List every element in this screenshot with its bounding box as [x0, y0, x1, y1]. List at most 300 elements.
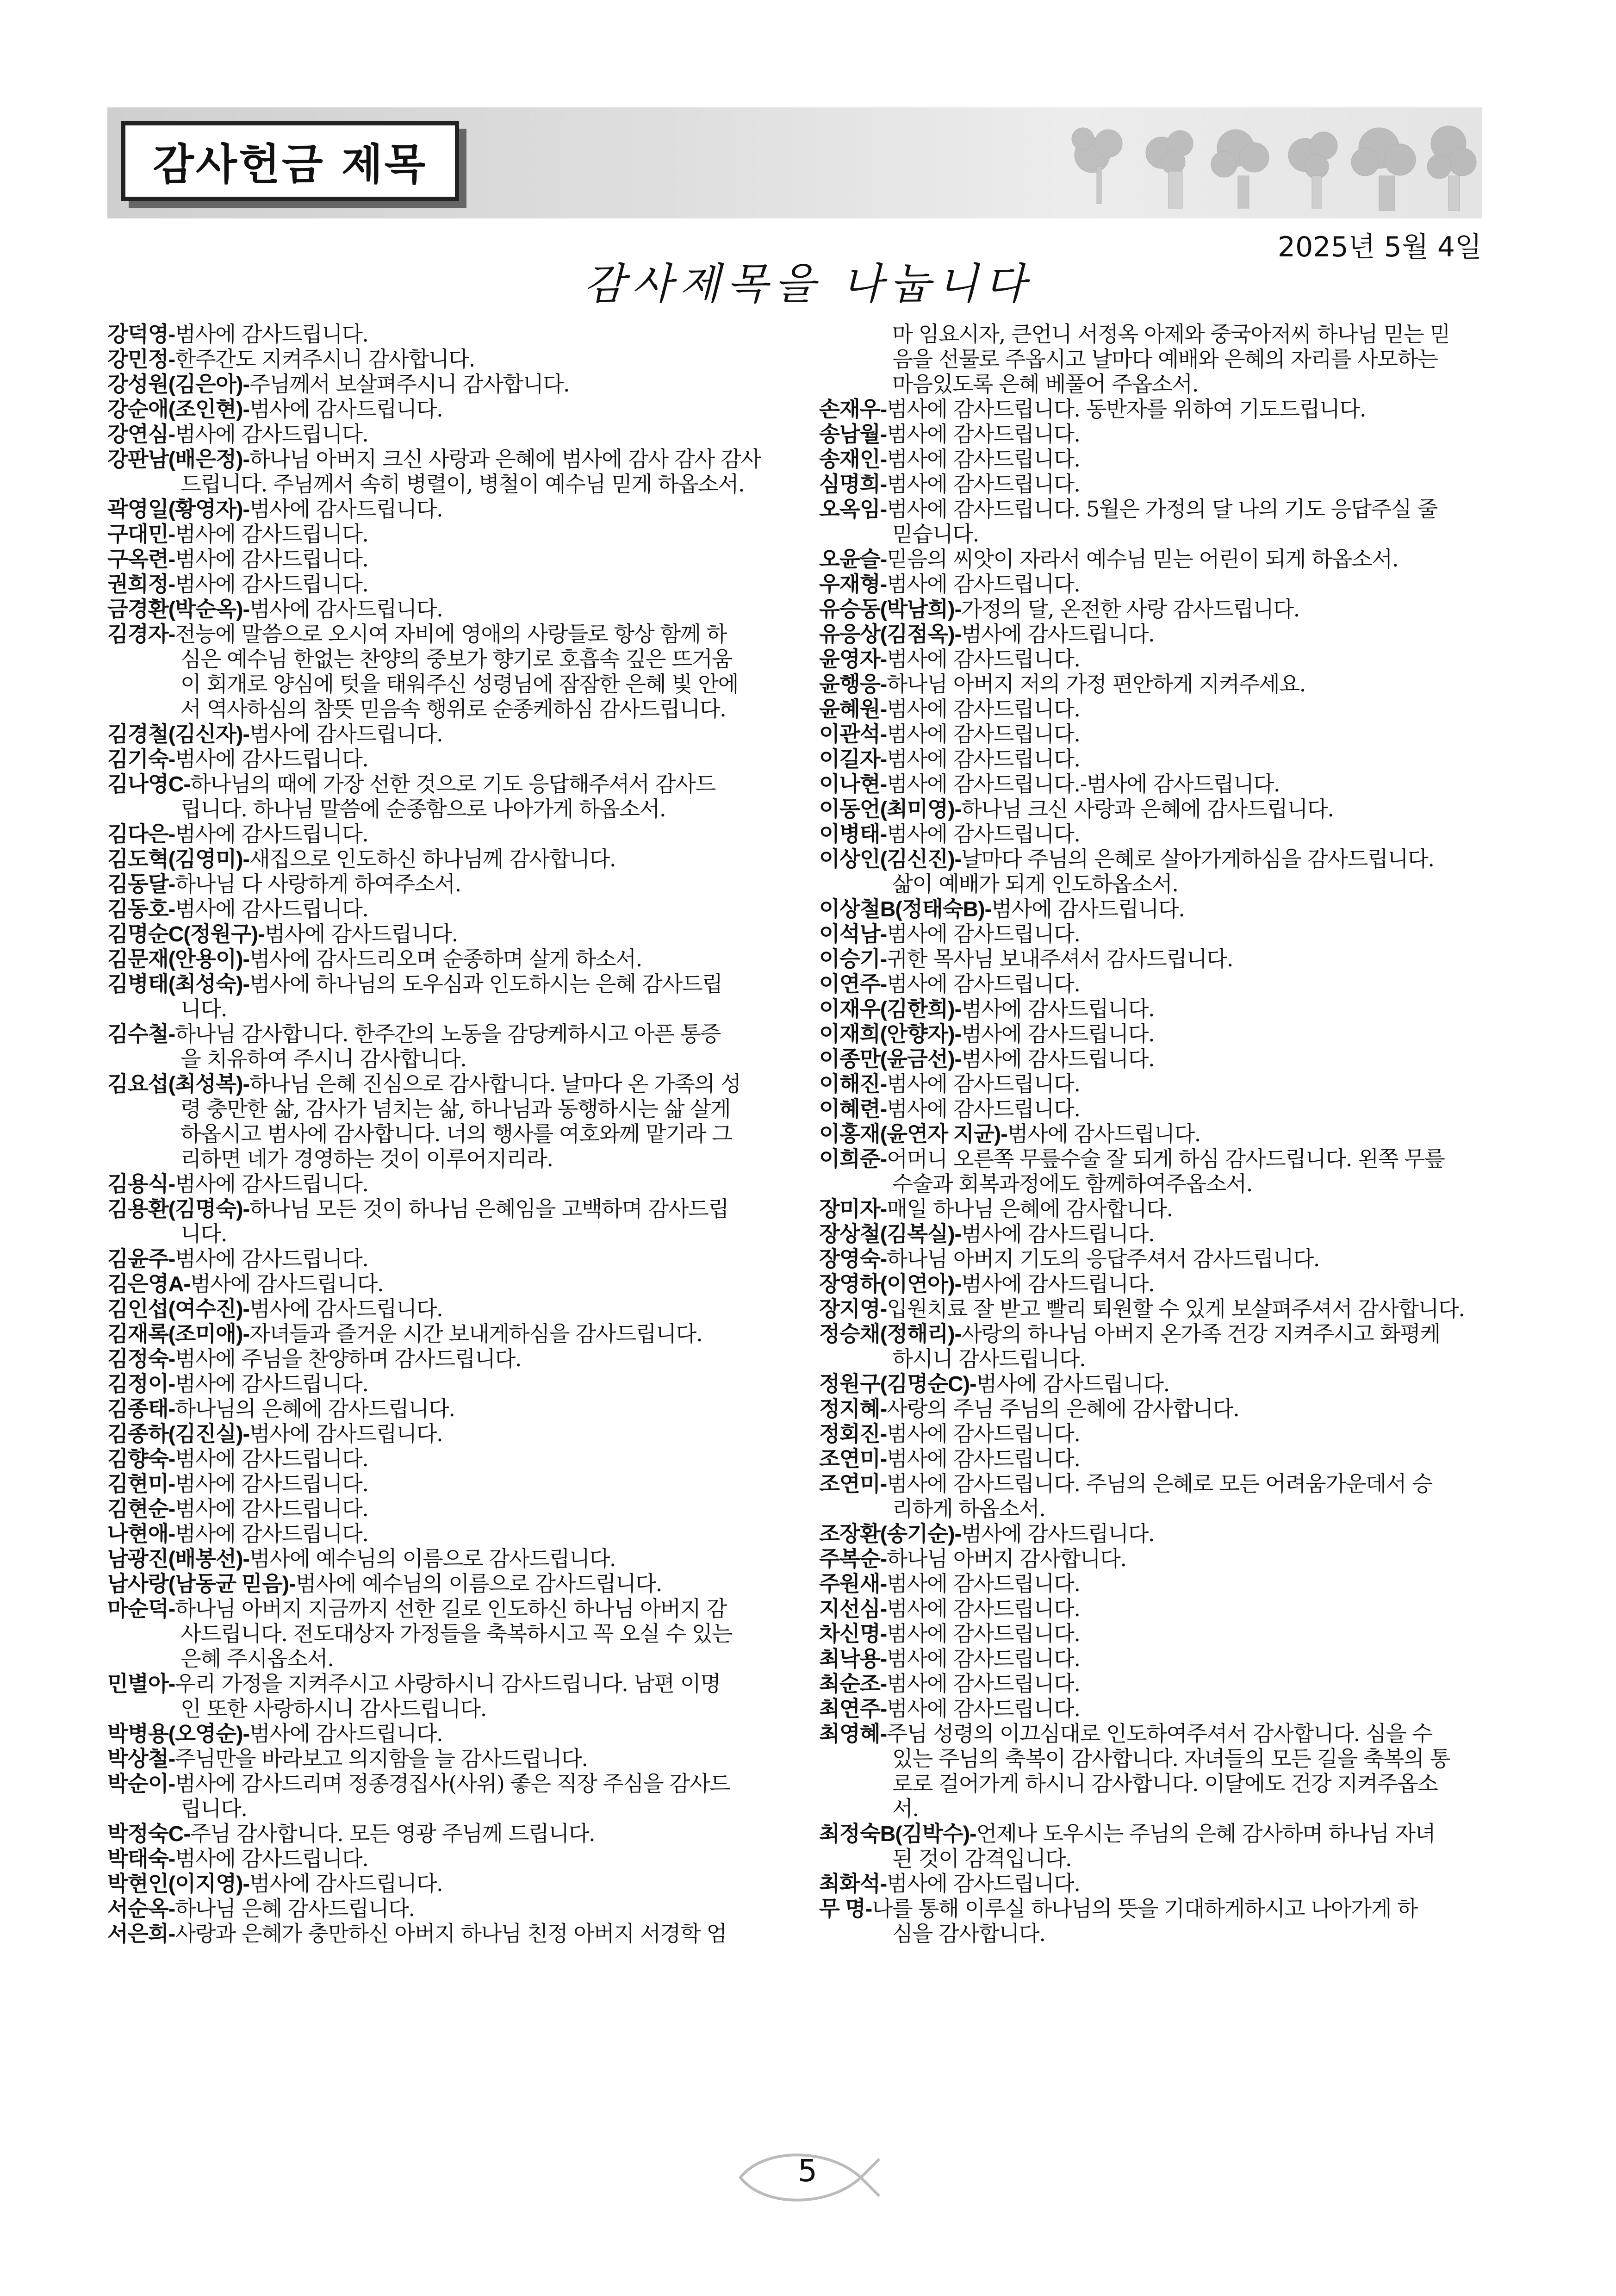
donor-name: 장미자- — [819, 1197, 887, 1221]
donor-name: 남사랑(남동균 믿음)- — [107, 1572, 296, 1596]
prayer-text: 주님만을 바라보고 의지함을 늘 감사드립니다. — [175, 1746, 588, 1771]
offering-entry — [107, 971, 788, 996]
offering-entry — [819, 946, 1499, 971]
prayer-text: 범사에 감사드립니다. — [175, 1496, 368, 1521]
prayer-text: 범사에 감사드립니다. — [887, 1696, 1080, 1721]
donor-name: 이재희(안향자)- — [819, 1022, 961, 1046]
donor-name: 이석남- — [819, 922, 887, 946]
offering-entry — [107, 1871, 788, 1896]
prayer-text-continued: 심을 감사합니다. — [892, 1921, 1045, 1946]
prayer-text: 범사에 감사드립니다. — [249, 1421, 443, 1446]
prayer-text: 범사에 감사드립니다. 5월은 가정의 달 나의 기도 응답주실 줄 — [887, 497, 1437, 522]
donor-name: 최정숙B(김박수)- — [819, 1822, 976, 1846]
prayer-text: 범사에 감사드립니다. — [961, 1021, 1155, 1046]
offering-entry — [819, 497, 1499, 522]
donor-name: 강순애(조인현)- — [107, 397, 249, 421]
prayer-text: 범사에 감사드립니다. — [175, 1246, 368, 1271]
page-subtitle: 감사제목을 나눕니다 — [584, 259, 1032, 309]
offering-entry — [107, 1021, 788, 1046]
offering-entry — [107, 1071, 788, 1096]
prayer-text: 범사에 감사드립니다. — [1007, 1121, 1201, 1146]
prayer-text: 새집으로 인도하신 하나님께 감사합니다. — [249, 846, 616, 871]
offering-entry — [107, 722, 788, 747]
offering-entry — [107, 1571, 788, 1596]
prayer-text: 범사에 감사드립니다. — [887, 821, 1080, 846]
prayer-text: 날마다 주님의 은혜로 살아가게하심을 감사드립니다. — [961, 846, 1434, 871]
prayer-text: 하나님 크신 사랑과 은혜에 감사드립니다. — [961, 796, 1334, 821]
donor-name: 조연미- — [819, 1447, 887, 1471]
offering-entry — [107, 1246, 788, 1271]
donor-name: 오윤슬- — [819, 547, 887, 571]
offering-entry — [107, 1446, 788, 1471]
offering-entry — [819, 472, 1499, 497]
donor-name: 김종하(김진실)- — [107, 1422, 249, 1446]
donor-name: 김동달- — [107, 872, 175, 896]
prayer-text: 범사에 감사드립니다. — [887, 447, 1080, 472]
offering-entry — [819, 1721, 1499, 1746]
offering-entry — [107, 1596, 788, 1621]
donor-name: 이승기- — [819, 947, 887, 971]
prayer-text: 하나님의 은혜에 감사드립니다. — [175, 1396, 455, 1421]
prayer-text: 범사에 감사드립니다. — [887, 722, 1080, 747]
issue-date: 2025년 5월 4일 — [1277, 231, 1482, 263]
prayer-text: 범사에 감사드립니다. — [887, 697, 1080, 722]
prayer-text: 범사에 감사드립니다. — [887, 647, 1080, 672]
donor-name: 조장환(송기순)- — [819, 1522, 961, 1546]
donor-name: 윤혜원- — [819, 697, 887, 721]
donor-name: 김다은- — [107, 822, 175, 846]
donor-name: 서은희- — [107, 1922, 175, 1946]
donor-name: 주원새- — [819, 1572, 887, 1596]
donor-name: 김은영A- — [107, 1272, 190, 1296]
donor-name: 김경자- — [107, 622, 175, 646]
offering-entry — [107, 1821, 788, 1846]
offering-entry — [819, 1071, 1499, 1096]
offering-entry — [107, 422, 788, 447]
offering-entry — [107, 1846, 788, 1871]
donor-name: 김용환(김명숙)- — [107, 1197, 249, 1221]
prayer-text: 하나님 감사합니다. 한주간의 노동을 감당케하시고 아픈 통증 — [175, 1021, 721, 1046]
donor-name: 최낙용- — [819, 1647, 887, 1671]
offering-entry — [819, 772, 1499, 796]
offering-entry — [107, 397, 788, 422]
offering-entry — [107, 1371, 788, 1396]
offering-entry — [819, 722, 1499, 747]
prayer-text: 사랑의 주님 주님의 은혜에 감사합니다. — [887, 1396, 1239, 1421]
prayer-text: 하나님 아버지 기도의 응답주셔서 감사드립니다. — [887, 1246, 1320, 1271]
donor-name: 최연주- — [819, 1697, 887, 1721]
prayer-text: 범사에 감사드립니다. — [887, 1446, 1080, 1471]
prayer-text: 사랑과 은혜가 충만하신 아버지 하나님 친정 아버지 서경학 엄 — [175, 1921, 727, 1946]
prayer-text: 하나님의 때에 가장 선한 것으로 기도 응답해주셔서 감사드 — [190, 772, 715, 796]
offering-entry — [107, 1421, 788, 1446]
donor-name: 김기숙- — [107, 747, 175, 771]
prayer-text: 범사에 감사드립니다. — [961, 1271, 1155, 1296]
donor-name: 정지혜- — [819, 1397, 887, 1421]
offering-entry — [819, 597, 1499, 622]
prayer-text: 범사에 감사드립니다. — [961, 996, 1155, 1021]
donor-name: 심명희- — [819, 472, 887, 496]
offering-entry — [819, 1321, 1499, 1346]
donor-name: 김동호- — [107, 897, 175, 921]
offering-entry — [107, 572, 788, 597]
prayer-text-continued: 수술과 회복과정에도 함께하여주옵소서. — [892, 1171, 1252, 1196]
prayer-text-continued: 은혜 주시옵소서. — [180, 1646, 334, 1671]
donor-name: 이재우(김한희)- — [819, 997, 961, 1021]
prayer-text: 범사에 감사드립니다. — [991, 896, 1185, 921]
offering-entry — [107, 1921, 788, 1946]
prayer-text: 범사에 감사드립니다. — [264, 921, 458, 946]
donor-name: 이희준- — [819, 1147, 887, 1171]
offering-entry — [107, 1396, 788, 1421]
offering-entry — [819, 821, 1499, 846]
prayer-text: 범사에 감사드립니다. — [175, 747, 368, 772]
offering-entry — [107, 547, 788, 572]
donor-name: 김나영C- — [107, 772, 190, 796]
offering-entry — [107, 871, 788, 896]
prayer-text: 범사에 감사드립니다. — [887, 422, 1080, 447]
prayer-text: 하나님 아버지 크신 사랑과 은혜에 범사에 감사 감사 감사 — [249, 447, 761, 472]
donor-name: 김문재(안용이)- — [107, 947, 249, 971]
prayer-text: 언제나 도우시는 주님의 은혜 감사하며 하나님 자녀 — [976, 1821, 1436, 1846]
donor-name: 이동언(최미영)- — [819, 797, 961, 821]
offering-entry — [819, 1546, 1499, 1571]
donor-name: 박현인(이지영)- — [107, 1872, 249, 1896]
offering-entry — [819, 1571, 1499, 1596]
offering-entry — [819, 1596, 1499, 1621]
prayer-text: 범사에 감사드립니다. — [887, 747, 1080, 772]
page-number: 5 — [798, 2153, 817, 2189]
prayer-text-continued: 있는 주님의 축복이 감사합니다. 자녀들의 모든 길을 축복의 통 — [892, 1746, 1450, 1771]
donor-name: 김윤주- — [107, 1247, 175, 1271]
prayer-text: 범사에 감사드립니다. — [175, 422, 368, 447]
offering-entry — [819, 447, 1499, 472]
prayer-text: 하나님 모든 것이 하나님 은혜임을 고백하며 감사드립 — [249, 1196, 728, 1221]
donor-name: 차신명- — [819, 1622, 887, 1646]
prayer-text: 범사에 감사드립니다. — [887, 1621, 1080, 1646]
prayer-text: 하나님 아버지 지금까지 선한 길로 인도하신 하나님 아버지 감 — [175, 1596, 727, 1621]
donor-name: 김재록(조미애)- — [107, 1322, 249, 1346]
offering-entry — [107, 622, 788, 647]
prayer-text: 범사에 감사드립니다. — [175, 1171, 368, 1196]
prayer-text: 범사에 감사드립니다. — [175, 896, 368, 921]
prayer-text-continued: 인 또한 사랑하시니 감사드립니다. — [180, 1696, 486, 1721]
prayer-text: 범사에 감사드립니다. — [887, 1421, 1080, 1446]
prayer-text-continued: 드립니다. 주님께서 속히 병렬이, 병철이 예수님 믿게 하옵소서. — [180, 472, 745, 497]
donor-name: 강연심- — [107, 422, 175, 446]
offering-entry — [819, 697, 1499, 722]
prayer-text-continued: 을 치유하여 주시니 감사합니다. — [180, 1046, 466, 1071]
prayer-text: 범사에 감사드립니다. — [887, 921, 1080, 946]
offering-entry — [819, 1896, 1499, 1921]
donor-name: 강성원(김은아)- — [107, 372, 249, 396]
section-title: 감사헌금 제목 — [153, 140, 428, 189]
donor-name: 장지영- — [819, 1297, 887, 1321]
offering-entry — [819, 1446, 1499, 1471]
donor-name: 정승채(정해리)- — [819, 1322, 961, 1346]
donor-name: 김병태(최성숙)- — [107, 972, 249, 996]
offering-entry — [819, 1621, 1499, 1646]
prayer-text: 범사에 감사드립니다. — [976, 1371, 1169, 1396]
donor-name: 권희정- — [107, 572, 175, 596]
donor-name: 마순덕- — [107, 1597, 175, 1621]
prayer-text-continued: 음을 선물로 주옵시고 날마다 예배와 은혜의 자리를 사모하는 — [892, 347, 1438, 372]
offering-entry — [819, 1421, 1499, 1446]
prayer-text: 범사에 감사드립니다. — [175, 572, 368, 597]
donor-name: 강덕영- — [107, 322, 175, 346]
donor-name: 최순조- — [819, 1672, 887, 1696]
prayer-text: 하나님 은혜 감사드립니다. — [175, 1896, 415, 1921]
prayer-text-continued: 니다. — [180, 1221, 227, 1246]
offering-entry — [107, 1671, 788, 1696]
offering-entry — [819, 1146, 1499, 1171]
prayer-text: 범사에 감사드립니다. — [887, 1571, 1080, 1596]
prayer-text-continued: 령 충만한 삶, 감사가 넘치는 삶, 하나님과 동행하시는 삶 살게 — [180, 1096, 731, 1121]
offering-entry — [107, 1346, 788, 1371]
offering-entry — [819, 1096, 1499, 1121]
prayer-text: 범사에 감사드립니다.-범사에 감사드립니다. — [887, 772, 1280, 796]
prayer-text: 입원치료 잘 받고 빨리 퇴원할 수 있게 보살펴주셔서 감사합니다. — [887, 1296, 1465, 1321]
prayer-text: 믿음의 씨앗이 자라서 예수님 믿는 어린이 되게 하옵소서. — [887, 547, 1398, 572]
donor-name: 이상철B(정태숙B)- — [819, 897, 992, 921]
offering-entry — [819, 1671, 1499, 1696]
offering-entry — [819, 397, 1499, 422]
offering-entry — [819, 1196, 1499, 1221]
donor-name: 윤행응- — [819, 672, 887, 696]
prayer-text: 자녀들과 즐거운 시간 보내게하심을 감사드립니다. — [249, 1321, 702, 1346]
prayer-text: 범사에 감사드립니다. — [249, 497, 443, 522]
prayer-text: 범사에 감사드립니다. — [249, 397, 443, 422]
donor-name: 김정숙- — [107, 1347, 175, 1371]
donor-name: 유응상(김점옥)- — [819, 622, 961, 646]
offering-entry — [819, 1046, 1499, 1071]
offering-entry — [107, 372, 788, 397]
prayer-text: 하나님 은혜 진심으로 감사합니다. 날마다 온 가족의 성 — [249, 1071, 741, 1096]
donor-name: 이병태- — [819, 822, 887, 846]
donor-name: 이관석- — [819, 722, 887, 746]
donor-name: 지선심- — [819, 1597, 887, 1621]
offering-entry — [819, 1471, 1499, 1496]
prayer-text: 범사에 감사드립니다. 동반자를 위하여 기도드립니다. — [887, 397, 1366, 422]
donor-name: 박정숙C- — [107, 1822, 190, 1846]
donor-name: 김요섭(최성복)- — [107, 1072, 249, 1096]
prayer-text-continued: 하옵시고 범사에 감사합니다. 너의 행사를 여호와께 맡기라 그 — [180, 1121, 732, 1146]
donor-name: 손재우- — [819, 397, 887, 421]
donor-name: 서순옥- — [107, 1897, 175, 1921]
left-column — [107, 322, 788, 1946]
offering-entry — [819, 796, 1499, 821]
donor-name: 금경환(박순옥)- — [107, 597, 249, 621]
prayer-text: 범사에 감사드립니다. — [175, 522, 368, 547]
offering-entry — [107, 522, 788, 547]
section-title-box — [121, 121, 459, 201]
donor-name: 박병용(오영순)- — [107, 1722, 249, 1746]
donor-name: 유승동(박남희)- — [819, 597, 961, 621]
offering-entry — [819, 1396, 1499, 1421]
prayer-text: 범사에 감사드립니다. — [961, 622, 1155, 647]
prayer-text: 범사에 감사드립니다. — [249, 1871, 443, 1896]
offering-entry — [107, 946, 788, 971]
donor-name: 김현미- — [107, 1472, 175, 1496]
offering-entry — [819, 622, 1499, 647]
prayer-text: 범사에 감사드립니다. — [175, 821, 368, 846]
offering-entry — [819, 1371, 1499, 1396]
prayer-text: 전능에 말씀으로 오시여 자비에 영애의 사랑들로 항상 함께 하 — [175, 622, 727, 647]
offering-entry — [107, 1196, 788, 1221]
donor-name: 이홍재(윤연자 지균)- — [819, 1122, 1007, 1146]
offering-entry — [107, 1771, 788, 1796]
offering-entry — [107, 447, 788, 472]
donor-name: 이혜련- — [819, 1097, 887, 1121]
offering-entry — [107, 1471, 788, 1496]
prayer-text-continued: 된 것이 감격입니다. — [892, 1846, 1072, 1871]
donor-name: 김정이- — [107, 1372, 175, 1396]
offering-entry — [819, 1821, 1499, 1846]
prayer-text: 범사에 감사드립니다. — [887, 572, 1080, 597]
prayer-text: 범사에 주님을 찬양하며 감사드립니다. — [175, 1346, 522, 1371]
donor-name: 나현애- — [107, 1522, 175, 1546]
prayer-text: 한주간도 지켜주시니 감사합니다. — [175, 347, 475, 372]
prayer-text: 나를 통해 이루실 하나님의 뜻을 기대하게하시고 나아가게 하 — [872, 1896, 1417, 1921]
donor-name: 오옥임- — [819, 497, 887, 521]
prayer-text-continued: 로로 걸어가게 하시니 감사합니다. 이달에도 건강 지켜주옵소 — [892, 1771, 1438, 1796]
offering-entry — [819, 572, 1499, 597]
donor-name: 김명순C(정원구)- — [107, 922, 265, 946]
prayer-text-continued: 사드립니다. 전도대상자 가정들을 축복하시고 꼭 오실 수 있는 — [180, 1621, 732, 1646]
prayer-text-continued: 하시니 감사드립니다. — [892, 1346, 1086, 1371]
offering-entry — [819, 672, 1499, 697]
offering-entry — [819, 1296, 1499, 1321]
prayer-text: 가정의 달, 온전한 사랑 감사드립니다. — [961, 597, 1299, 622]
offering-entry — [819, 846, 1499, 871]
donor-name: 김현순- — [107, 1497, 175, 1521]
prayer-text: 범사에 감사드립니다. — [887, 1071, 1080, 1096]
offering-entry — [107, 896, 788, 921]
offering-entry — [107, 1521, 788, 1546]
prayer-text: 범사에 감사드립니다. — [887, 1096, 1080, 1121]
offering-entry — [107, 1896, 788, 1921]
offering-entry — [107, 772, 788, 796]
prayer-text-continued: 이 회개로 양심에 텃을 태워주신 성령님에 잠잠한 은혜 빛 안에 — [180, 672, 739, 697]
donor-name: 최화석- — [819, 1872, 887, 1896]
offering-entry — [107, 322, 788, 347]
prayer-text: 범사에 감사드립니다. — [175, 1521, 368, 1546]
offering-entry — [819, 1221, 1499, 1246]
donor-name: 우재형- — [819, 572, 887, 596]
donor-name: 이상인(김신진)- — [819, 847, 961, 871]
prayer-text: 매일 하나님 은혜에 감사합니다. — [887, 1196, 1173, 1221]
offering-entry — [819, 1696, 1499, 1721]
donor-name: 이나현- — [819, 772, 887, 796]
donor-name: 이길자- — [819, 747, 887, 771]
offering-entry — [819, 747, 1499, 772]
offering-entry — [107, 1746, 788, 1771]
donor-name: 구대민- — [107, 522, 175, 546]
prayer-text-continued: 믿습니다. — [892, 522, 979, 547]
prayer-text-continued: 서 역사하심의 참뜻 믿음속 행위로 순종케하심 감사드립니다. — [180, 697, 726, 722]
donor-name: 강민정- — [107, 347, 175, 371]
donor-name: 박상철- — [107, 1747, 175, 1771]
donor-name: 장영숙- — [819, 1247, 887, 1271]
prayer-text: 우리 가정을 지켜주시고 사랑하시니 감사드립니다. 남편 이명 — [175, 1671, 721, 1696]
offering-entry — [819, 1646, 1499, 1671]
prayer-text: 주님 감사합니다. 모든 영광 주님께 드립니다. — [190, 1821, 595, 1846]
offering-entry — [107, 747, 788, 772]
prayer-text-continued: 립니다. — [180, 1796, 247, 1821]
prayer-text: 하나님 아버지 저의 가정 편안하게 지켜주세요. — [887, 672, 1305, 697]
prayer-text: 범사에 감사드립니다. — [249, 597, 443, 622]
donor-name: 정원구(김명순C)- — [819, 1372, 976, 1396]
donor-name: 김용식- — [107, 1172, 175, 1196]
offering-entry — [107, 1546, 788, 1571]
offering-entry — [107, 921, 788, 946]
prayer-text-continued: 마 임요시자, 큰언니 서정옥 아제와 중국아저씨 하나님 믿는 믿 — [892, 322, 1450, 347]
prayer-text: 범사에 감사드립니다. — [175, 1471, 368, 1496]
offering-entry — [819, 547, 1499, 572]
offering-entry — [107, 1296, 788, 1321]
prayer-text: 주님께서 보살펴주시니 감사합니다. — [249, 372, 570, 397]
offering-entry — [819, 1271, 1499, 1296]
prayer-text-continued: 니다. — [180, 996, 227, 1021]
prayer-text-continued: 마음있도록 은혜 베풀어 주옵소서. — [892, 372, 1198, 397]
prayer-text: 범사에 감사드립니다. — [887, 1671, 1080, 1696]
offering-entry — [819, 896, 1499, 921]
offering-entry — [819, 971, 1499, 996]
donor-name: 이해진- — [819, 1072, 887, 1096]
prayer-text: 귀한 목사님 보내주셔서 감사드립니다. — [887, 946, 1233, 971]
donor-name: 장영하(이연아)- — [819, 1272, 961, 1296]
prayer-text: 범사에 감사드립니다. — [961, 1521, 1155, 1546]
prayer-text: 어머니 오른쪽 무릎수술 잘 되게 하심 감사드립니다. 왼쪽 무릎 — [887, 1146, 1445, 1171]
prayer-text: 범사에 감사드립니다. — [887, 1596, 1080, 1621]
donor-name: 박태숙- — [107, 1847, 175, 1871]
prayer-text: 범사에 예수님의 이름으로 감사드립니다. — [249, 1546, 616, 1571]
donor-name: 장상철(김복실)- — [819, 1222, 961, 1246]
donor-name: 김수철- — [107, 1022, 175, 1046]
donor-name: 김인섭(여수진)- — [107, 1297, 249, 1321]
prayer-text: 범사에 감사드립니다. — [887, 472, 1080, 497]
prayer-text: 범사에 감사드립니다. — [175, 1371, 368, 1396]
offering-entry — [819, 1121, 1499, 1146]
offering-entry — [819, 921, 1499, 946]
prayer-text: 범사에 감사드립니다. — [249, 1721, 443, 1746]
prayer-text: 주님 성령의 이끄심대로 인도하여주셔서 감사합니다. 심을 수 — [887, 1721, 1432, 1746]
prayer-text-continued: 리하게 하옵소서. — [892, 1496, 1045, 1521]
donor-name: 김도혁(김영미)- — [107, 847, 249, 871]
prayer-text: 범사에 감사드립니다. — [175, 322, 368, 347]
prayer-text: 범사에 감사드립니다. — [961, 1046, 1155, 1071]
prayer-text: 범사에 감사드립니다. — [175, 547, 368, 572]
offering-entry — [107, 846, 788, 871]
prayer-text-continued: 심은 예수님 한없는 찬양의 중보가 향기로 호흡속 깊은 뜨거움 — [180, 647, 732, 672]
offering-entry — [107, 347, 788, 372]
right-column — [819, 322, 1499, 1946]
prayer-text: 범사에 감사드립니다. — [961, 1221, 1155, 1246]
prayer-text-continued: 립니다. 하나님 말씀에 순종함으로 나아가게 하옵소서. — [180, 796, 666, 821]
donor-name: 강판남(배은정)- — [107, 447, 249, 471]
donor-name: 무 명- — [819, 1897, 872, 1921]
offering-entry — [107, 1721, 788, 1746]
donor-name: 곽영일(황영자)- — [107, 497, 249, 521]
prayer-text-continued: 리하면 네가 경영하는 것이 이루어지리라. — [180, 1146, 553, 1171]
prayer-text-continued: 서. — [892, 1796, 919, 1821]
offering-entry — [819, 1871, 1499, 1896]
offering-entry — [819, 647, 1499, 672]
prayer-text: 범사에 예수님의 이름으로 감사드립니다. — [295, 1571, 662, 1596]
prayer-text: 범사에 감사드립니다. — [190, 1271, 384, 1296]
offering-entry — [107, 821, 788, 846]
offering-entry — [819, 1521, 1499, 1546]
